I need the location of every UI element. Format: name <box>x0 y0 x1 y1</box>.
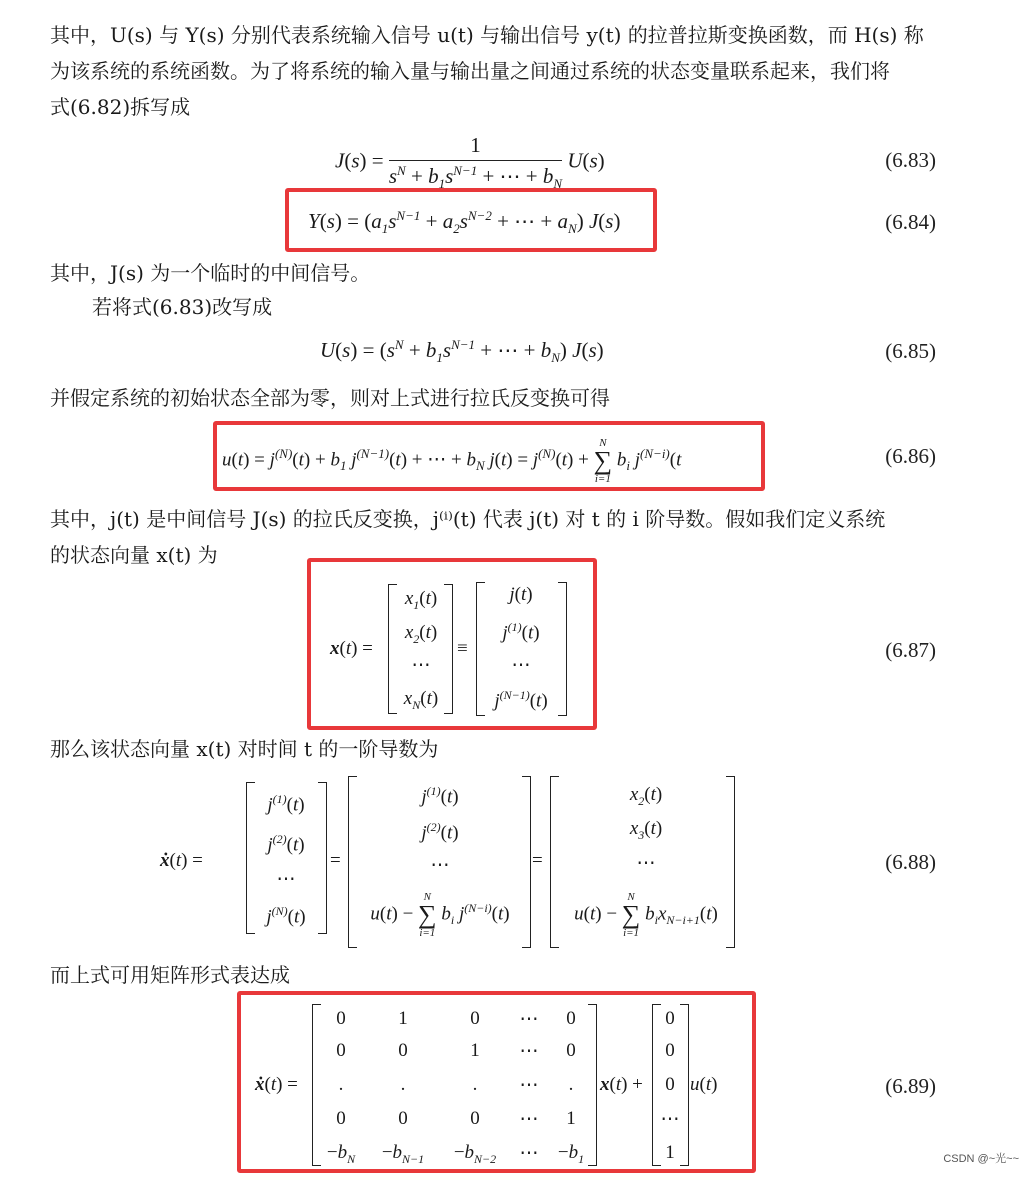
paragraph-1-line-2: 为该系统的系统函数。为了将系统的输入量与输出量之间通过系统的状态变量联系起来，我们将 <box>50 59 890 83</box>
matrix-cell: . <box>472 1074 478 1095</box>
bracket <box>522 776 531 948</box>
matrix-cell: ⋯ <box>430 855 450 876</box>
paragraph-5-line-1: 其中，j(t) 是中间信号 J(s) 的拉氏反变换，j⁽ⁱ⁾(t) 代表 j(t) 对 t 的 i 阶导数。假如我们定义系统 <box>50 507 886 531</box>
matrix-cell: 1 <box>665 1142 675 1163</box>
equation-6-85: $U(s) = (s^N + b_1s^{N-1}$ + ⋯ + $b_N$) J(s) <box>320 337 604 366</box>
matrix-cell: ⋯ <box>519 1143 539 1164</box>
summation-symbol: N ∑ i=1 <box>418 891 437 939</box>
equation-6-84: $Y(s) = (a_1s^{N-1} + a_2s^{N-2}$ + ⋯ + $a_N$) J(s) <box>308 208 621 237</box>
summation-symbol: N ∑ i=1 <box>621 891 641 939</box>
watermark: CSDN @~光~~ <box>943 1153 1019 1165</box>
bracket <box>726 776 735 948</box>
equals-sign: = <box>532 850 543 871</box>
matrix-cell: $j^{(2)}(t)$ <box>267 832 305 856</box>
bracket <box>588 1004 597 1166</box>
paragraph-5-line-2: 的状态向量 x(t) 为 <box>50 543 218 567</box>
equation-number-6-88: (6.88) <box>885 850 936 874</box>
matrix-cell: $x_N(t)$ <box>403 688 439 712</box>
matrix-cell: $j^{(N)}(t)$ <box>266 904 306 928</box>
fraction: $\frac{1}{s^N + b_1s^{N-1} + \cdots + b_N}$ <box>388 133 563 192</box>
paragraph-2: 其中，J(s) 为一个临时的中间信号。 <box>50 261 371 285</box>
matrix-cell: $x_2(t)$ <box>404 622 438 646</box>
matrix-cell: $x_2(t)$ <box>629 784 663 808</box>
matrix-cell: ⋯ <box>660 1109 680 1130</box>
paragraph-3: 若将式(6.83)改写成 <box>92 295 273 319</box>
equation-number-6-83: (6.83) <box>885 148 936 172</box>
matrix-cell: 0 <box>336 1108 346 1129</box>
bracket <box>444 584 453 714</box>
matrix-cell: ⋯ <box>519 1109 539 1130</box>
eq-6-89-lhs: ẋ(t) = <box>255 1074 298 1095</box>
matrix-cell: $-b_{N-2}$ <box>453 1142 497 1166</box>
equation-number-6-86: (6.86) <box>885 444 936 468</box>
matrix-cell: $j^{(2)}(t)$ <box>421 820 459 844</box>
matrix-cell: $j^{(N-1)}(t)$ <box>494 688 548 712</box>
matrix-cell: ⋯ <box>519 1075 539 1096</box>
bracket <box>388 584 397 714</box>
equation-6-86: $u(t) = j^{(N)}(t) + b_1$ $j^{(N-1)}(t)$ + ⋯ + $b_N$ $j(t) = j^{(N)}(t)$ + N ∑ i=1 $b_i$ $j^{(N-i)}(t$ <box>222 437 682 485</box>
bracket <box>558 582 567 716</box>
matrix-cell: . <box>400 1074 406 1095</box>
paragraph-4: 并假定系统的初始状态全部为零，则对上式进行拉氏反变换可得 <box>50 386 610 410</box>
matrix-cell: 1 <box>470 1040 480 1061</box>
equals-sign: = <box>330 850 341 871</box>
bracket <box>318 782 327 934</box>
matrix-cell: ⋯ <box>636 853 656 874</box>
equation-number-6-84: (6.84) <box>885 210 936 234</box>
equation-number-6-85: (6.85) <box>885 339 936 363</box>
matrix-cell: $-b_N$ <box>326 1142 356 1166</box>
eq-6-89-mid: x(t) + <box>600 1074 643 1095</box>
matrix-cell: 0 <box>470 1108 480 1129</box>
matrix-cell: 0 <box>336 1008 346 1029</box>
matrix-cell: 0 <box>470 1008 480 1029</box>
equation-6-83: J(s) = $\frac{1}{s^N + b_1s^{N-1} + \cdots + b_N}$ U(s) <box>335 133 605 192</box>
matrix-cell: . <box>338 1074 344 1095</box>
matrix-cell: $j^{(1)}(t)$ <box>421 784 459 808</box>
eq-6-87-lhs: x(t) = <box>330 638 373 659</box>
paragraph-1-line-3: 式(6.82)拆写成 <box>50 95 191 119</box>
equation-number-6-89: (6.89) <box>885 1074 936 1098</box>
matrix-cell: 1 <box>398 1008 408 1029</box>
matrix-cell: ⋯ <box>511 655 531 676</box>
matrix-cell: u(t) − N ∑ i=1 $b_ix_{N-i+1}(t)$ <box>574 891 718 939</box>
matrix-cell: 1 <box>566 1108 576 1129</box>
matrix-cell: ⋯ <box>519 1009 539 1030</box>
bracket <box>680 1004 689 1166</box>
matrix-cell: $x_3(t)$ <box>629 818 663 842</box>
matrix-cell: ⋯ <box>276 869 296 890</box>
equivalence-sign: ≡ <box>457 638 468 659</box>
matrix-cell: 0 <box>566 1040 576 1061</box>
paragraph-7: 而上式可用矩阵形式表达成 <box>50 963 290 987</box>
eq-6-88-lhs: ẋ(t) = <box>160 850 203 871</box>
matrix-cell: 0 <box>665 1008 675 1029</box>
matrix-cell: ⋯ <box>411 655 431 676</box>
matrix-cell: $j^{(1)}(t)$ <box>267 792 305 816</box>
matrix-cell: $j^{(1)}(t)$ <box>502 620 540 644</box>
matrix-cell: 0 <box>336 1040 346 1061</box>
matrix-cell: ⋯ <box>519 1041 539 1062</box>
matrix-cell: j(t) <box>509 584 533 605</box>
matrix-cell: 0 <box>665 1074 675 1095</box>
matrix-cell: $x_1(t)$ <box>404 588 438 612</box>
matrix-cell: 0 <box>566 1008 576 1029</box>
matrix-cell: 0 <box>665 1040 675 1061</box>
eq-6-89-rhs: u(t) <box>690 1074 718 1095</box>
matrix-cell: 0 <box>398 1040 408 1061</box>
summation-symbol: N ∑ i=1 <box>593 437 613 485</box>
matrix-cell: $-b_{N-1}$ <box>381 1142 425 1166</box>
matrix-cell: 0 <box>398 1108 408 1129</box>
paragraph-6: 那么该状态向量 x(t) 对时间 t 的一阶导数为 <box>50 737 439 761</box>
equation-number-6-87: (6.87) <box>885 638 936 662</box>
matrix-cell: $-b_1$ <box>557 1142 585 1166</box>
matrix-cell: . <box>568 1074 574 1095</box>
matrix-cell: u(t) − N ∑ i=1 $b_i$ $j^{(N-i)}(t)$ <box>370 891 510 939</box>
paragraph-1-line-1: 其中，U(s) 与 Y(s) 分别代表系统输入信号 u(t) 与输出信号 y(t) 的拉普拉斯变换函数，而 H(s) 称 <box>50 23 924 47</box>
